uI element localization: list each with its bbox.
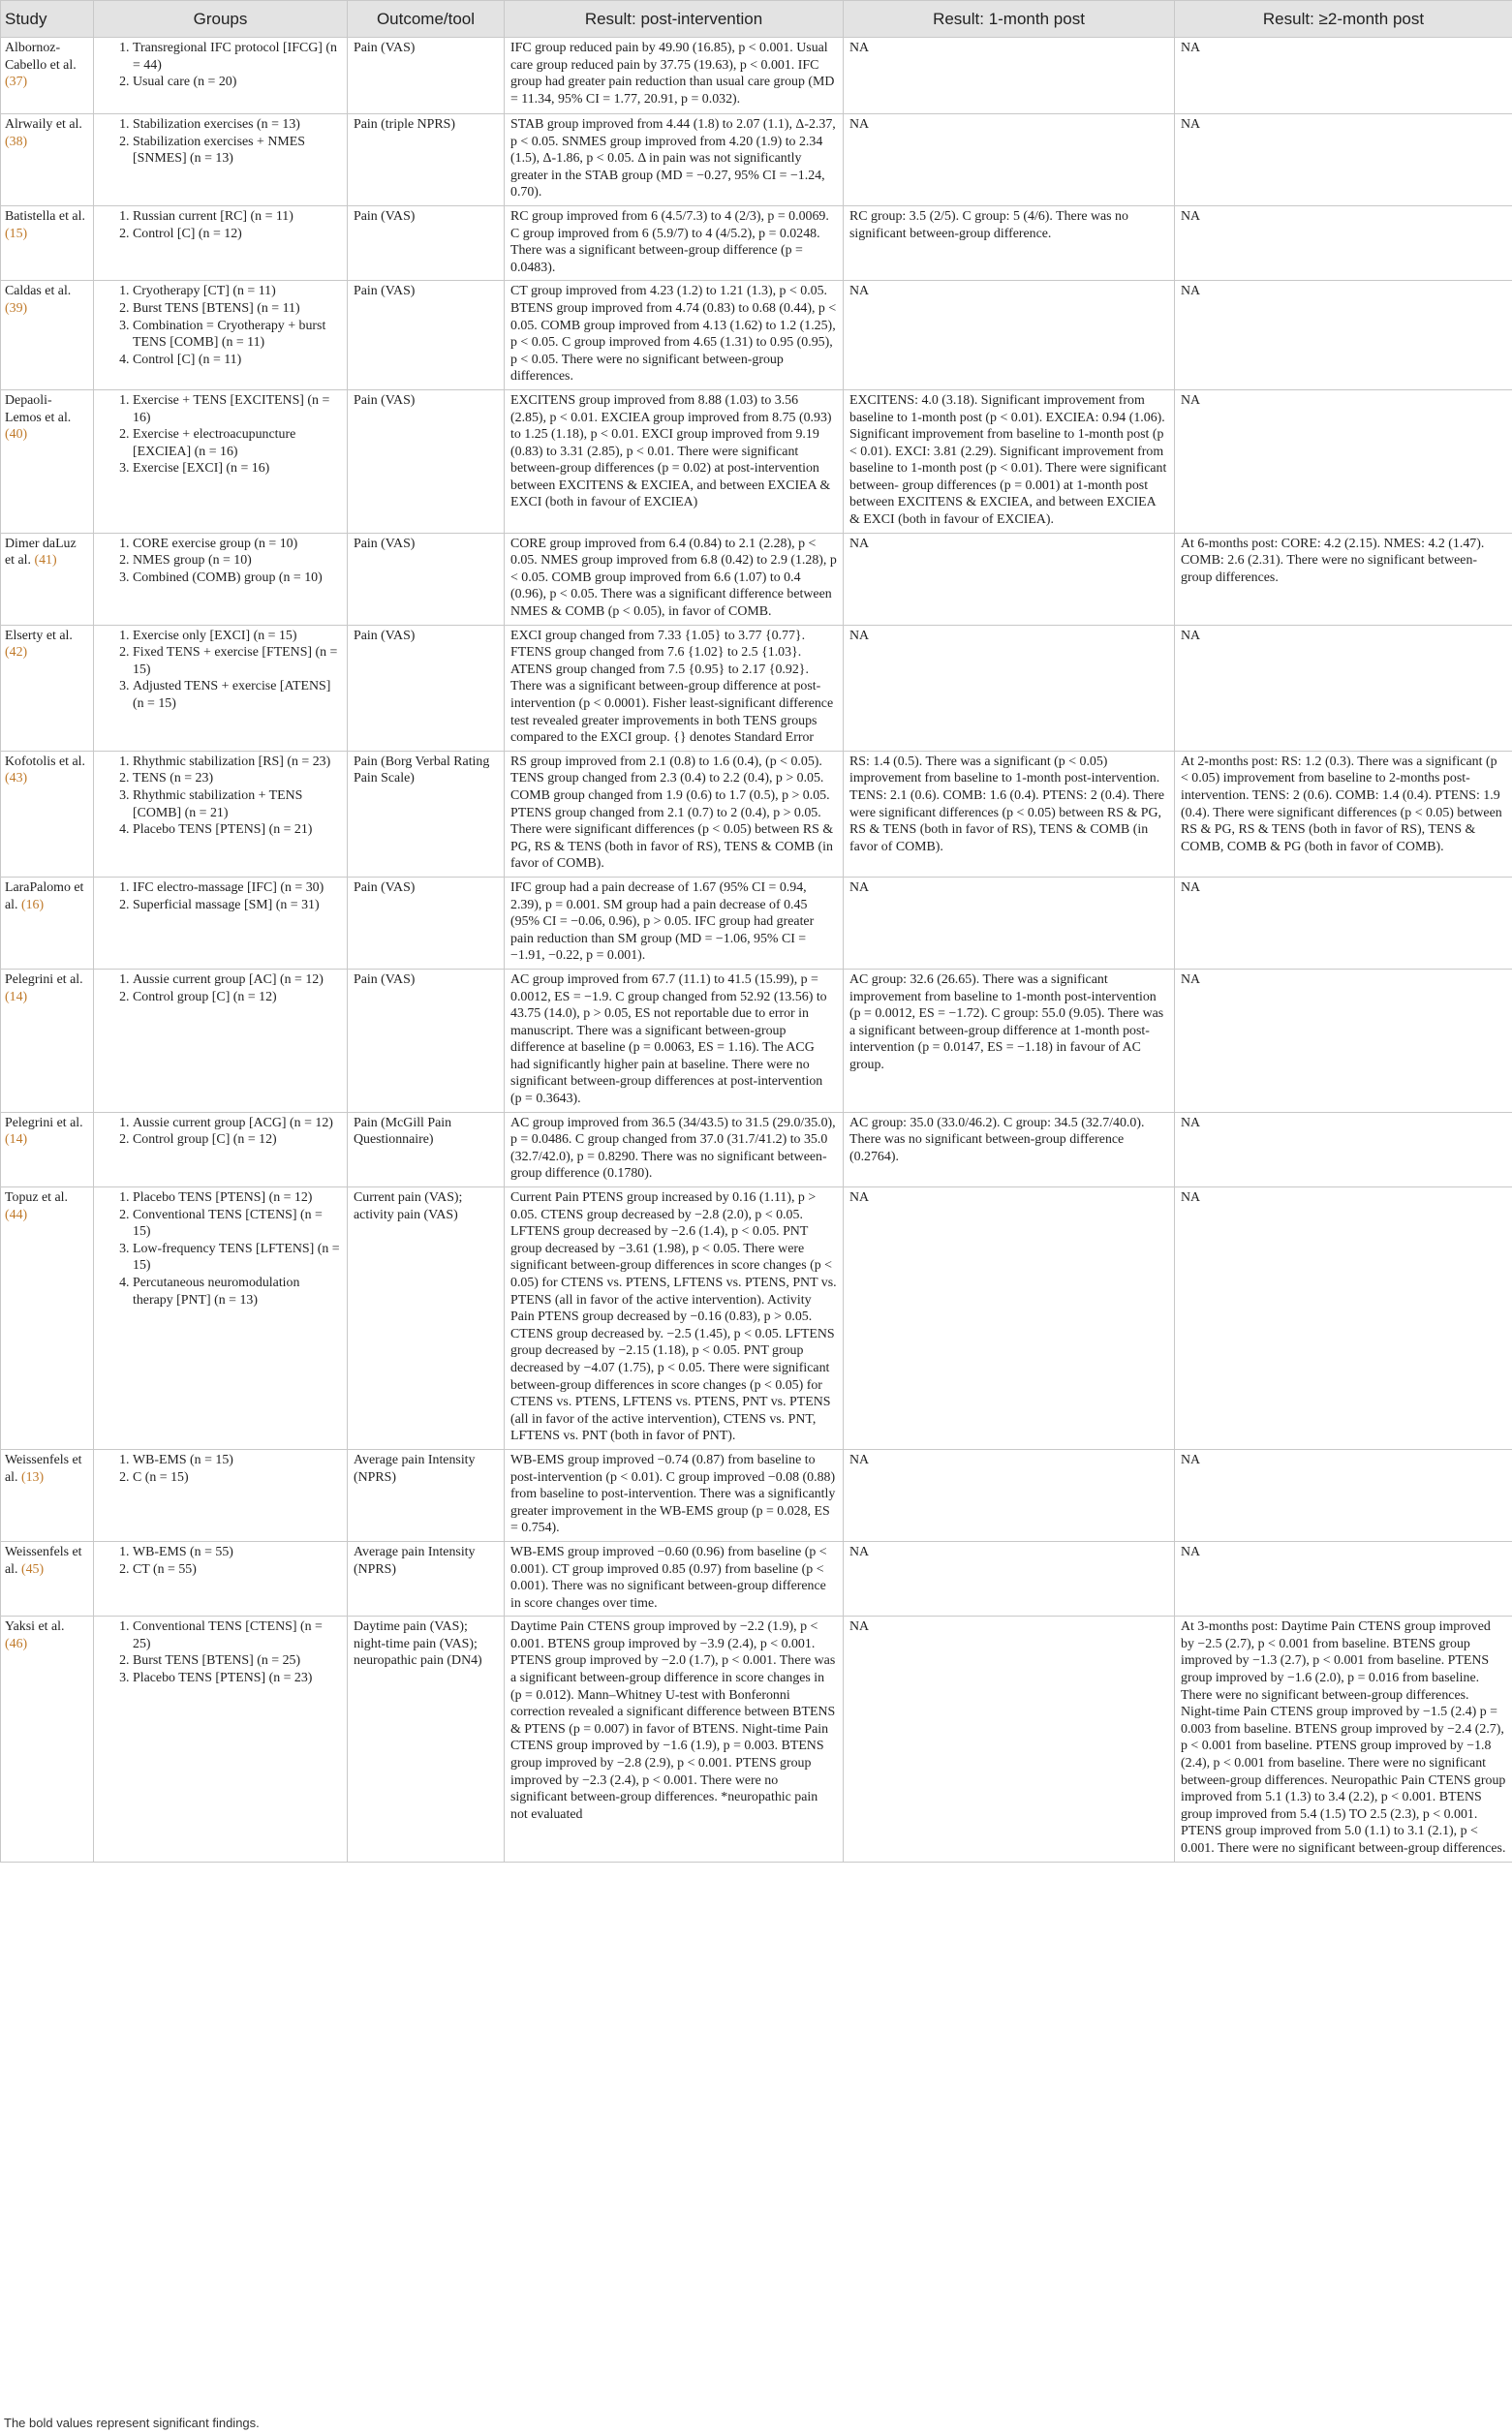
post-intervention-cell: AC group improved from 67.7 (11.1) to 41.5 (15.99), p = 0.0012, ES = −1.9. C group changed from 52.92 (13.56) to 43.75 (14.0), p > 0.05, ES not reportable due to error in manuscript. There was a significant between-group difference at baseline (p = 0.0063, ES = 1.16). The ACG had significantly higher pain at baseline. There were no significant between-group differences at post-intervention (p = 0.3643). [505, 969, 844, 1112]
group-item: 2. Burst TENS [BTENS] (n = 25) [133, 1652, 341, 1670]
group-item: 1. Exercise + TENS [EXCITENS] (n = 16) [133, 392, 341, 426]
post-intervention-cell: EXCI group changed from 7.33 {1.05} to 3.77 {0.77}. FTENS group changed from 7.6 {1.02} to 2.5 {1.03}. ATENS group changed from 7.5 {0.95} to 2.17 {0.92}. There was a significant between-group difference at post- intervention (p < 0.0001). Fisher least-significant difference test revealed greater improvements in both TENS groups compared to the EXCI group. {} denotes Standard Error [505, 625, 844, 751]
one-month-cell: NA [844, 877, 1175, 969]
two-month-cell: NA [1175, 1112, 1512, 1186]
group-item: 3. Exercise [EXCI] (n = 16) [133, 460, 341, 478]
groups-list [100, 40, 341, 91]
reference-link[interactable]: (45) [20, 1561, 45, 1577]
two-month-cell: NA [1175, 1449, 1512, 1541]
group-item: 1. Placebo TENS [PTENS] (n = 12) [133, 1189, 341, 1207]
two-month-cell: NA [1175, 1187, 1512, 1450]
post-intervention-cell: RC group improved from 6 (4.5/7.3) to 4 (2/3), p = 0.0069. C group improved from 6 (5.9/7) to 4 (4/5.2), p = 0.0248. There was a significant between-group difference (p = 0.0483). [505, 205, 844, 280]
groups-cell [94, 877, 348, 969]
study-name: Pelegrini et al. [5, 1115, 83, 1130]
reference-link[interactable]: (42) [5, 645, 28, 661]
groups-list [100, 116, 341, 168]
header-2-month-post: Result: ≥2-month post [1175, 1, 1512, 38]
group-item: 2. Usual care (n = 20) [133, 74, 341, 91]
one-month-cell: AC group: 35.0 (33.0/46.2). C group: 34.5 (32.7/40.0). There was no significant between-group difference (0.2764). [844, 1112, 1175, 1186]
post-intervention-cell: IFC group had a pain decrease of 1.67 (95% CI = 0.94, 2.39), p = 0.001. SM group had a pain decrease of 0.45 (95% CI = −0.06, 0.96), p > 0.05. IFC group had greater pain reduction than SM group (MD = −1.06, 95% CI = −1.91, −0.22, p = 0.001). [505, 877, 844, 969]
group-item: 4. Control [C] (n = 11) [133, 352, 341, 369]
study-cell [1, 969, 94, 1112]
group-item: 2. Burst TENS [BTENS] (n = 11) [133, 300, 341, 318]
study-name: Dimer daLuz et al. [5, 536, 77, 569]
groups-list [100, 283, 341, 368]
outcome-cell: Pain (VAS) [348, 281, 505, 390]
groups-cell [94, 114, 348, 206]
groups-cell [94, 625, 348, 751]
groups-cell [94, 1187, 348, 1450]
reference-link[interactable]: (38) [5, 134, 28, 149]
group-item: 1. CORE exercise group (n = 10) [133, 536, 341, 553]
group-item: 1. Stabilization exercises (n = 13) [133, 116, 341, 134]
group-item: 3. Rhythmic stabilization + TENS [COMB] (n = 21) [133, 787, 341, 821]
table-row [1, 1187, 1512, 1450]
study-cell [1, 877, 94, 969]
reference-link[interactable]: (41) [34, 553, 57, 569]
one-month-cell: NA [844, 1617, 1175, 1862]
one-month-cell: RC group: 3.5 (2/5). C group: 5 (4/6). There was no significant between-group difference. [844, 205, 1175, 280]
study-name: Elserty et al. [5, 628, 73, 643]
two-month-cell: NA [1175, 38, 1512, 114]
study-cell [1, 1187, 94, 1450]
groups-list [100, 208, 341, 242]
group-item: 1. Aussie current group [ACG] (n = 12) [133, 1115, 341, 1132]
study-cell [1, 281, 94, 390]
post-intervention-cell: AC group improved from 36.5 (34/43.5) to 31.5 (29.0/35.0), p = 0.0486. C group changed from 37.0 (31.7/41.2) to 35.0 (32.7/42.0), p = 0.8290. There was no significant between-group difference (0.1780). [505, 1112, 844, 1186]
study-name: Albornoz-Cabello et al. [5, 41, 77, 73]
group-item: 1. Transregional IFC protocol [IFCG] (n = 44) [133, 40, 341, 74]
group-item: 2. Superficial massage [SM] (n = 31) [133, 897, 341, 914]
study-name: Yaksi et al. [5, 1619, 65, 1635]
groups-cell [94, 751, 348, 877]
group-item: 1. WB-EMS (n = 15) [133, 1452, 341, 1469]
study-name: Batistella et al. [5, 208, 85, 224]
one-month-cell: AC group: 32.6 (26.65). There was a significant improvement from baseline to 1-month post-intervention (p = 0.0012, ES = −1.72). C group: 55.0 (9.05). There was a significant between-group difference at 1-month post-intervention (p = 0.0147, ES = −1.18) in favour of AC group. [844, 969, 1175, 1112]
reference-link[interactable]: (39) [5, 300, 28, 316]
table-row [1, 205, 1512, 280]
outcome-cell: Pain (VAS) [348, 533, 505, 625]
study-cell [1, 389, 94, 533]
post-intervention-cell: CORE group improved from 6.4 (0.84) to 2.1 (2.28), p < 0.05. NMES group improved from 6.8 (0.42) to 2.9 (1.28), p < 0.05. COMB group improved from 6.6 (1.07) to 0.4 (0.96), p < 0.05. There was a significant difference between NMES & COMB (p < 0.05), in favor of COMB. [505, 533, 844, 625]
one-month-cell: NA [844, 1187, 1175, 1450]
one-month-cell: NA [844, 1541, 1175, 1616]
table-row [1, 114, 1512, 206]
outcome-cell: Pain (VAS) [348, 625, 505, 751]
outcome-cell: Pain (VAS) [348, 389, 505, 533]
footnote: The bold values represent significant findings. [4, 2416, 260, 2430]
groups-list [100, 1618, 341, 1686]
reference-link[interactable]: (44) [5, 1207, 28, 1222]
groups-cell [94, 281, 348, 390]
post-intervention-cell: CT group improved from 4.23 (1.2) to 1.21 (1.3), p < 0.05. BTENS group improved from 4.74 (0.83) to 0.68 (0.44), p < 0.05. COMB group improved from 4.13 (1.62) to 1.2 (1.25), p < 0.05. C group improved from 4.65 (1.31) to 0.95 (0.95), p < 0.05. There were no significant between-group differences. [505, 281, 844, 390]
table-row [1, 1617, 1512, 1862]
groups-cell [94, 38, 348, 114]
reference-link[interactable]: (46) [5, 1636, 28, 1651]
groups-cell [94, 1449, 348, 1541]
group-item: 1. Conventional TENS [CTENS] (n = 25) [133, 1618, 341, 1652]
groups-list [100, 1189, 341, 1309]
groups-cell [94, 1617, 348, 1862]
two-month-cell: At 6-months post: CORE: 4.2 (2.15). NMES: 4.2 (1.47). COMB: 2.6 (2.31). There were no significant between-group differences. [1175, 533, 1512, 625]
post-intervention-cell: IFC group reduced pain by 49.90 (16.85), p < 0.001. Usual care group reduced pain by 37.75 (19.63), p < 0.001. IFC group had greater pain reduction than usual care group (MD = 11.34, 95% CI = 1.77, 20.91, p = 0.032). [505, 38, 844, 114]
reference-link[interactable]: (13) [20, 1469, 45, 1485]
groups-list [100, 392, 341, 478]
two-month-cell: NA [1175, 114, 1512, 206]
table-row [1, 751, 1512, 877]
header-study: Study [1, 1, 94, 38]
group-item: 3. Adjusted TENS + exercise [ATENS] (n = 15) [133, 678, 341, 712]
study-name: LaraPalomo et al. [5, 879, 84, 912]
one-month-cell: EXCITENS: 4.0 (3.18). Significant improvement from baseline to 1-month post (p < 0.01). EXCIEA: 0.94 (1.06). Significant improvement from baseline to 1-month post (p < 0.01). EXCI: 3.81 (2.29). Significant improvement from baseline to 1-month post (p < 0.01). There were significant between- group differences (p = 0.001) at 1-month post between EXCITENS & EXCIEA, and between EXCIEA & EXCI (both in favour of EXCIEA). [844, 389, 1175, 533]
groups-cell [94, 205, 348, 280]
study-cell [1, 1112, 94, 1186]
group-item: 2. C (n = 15) [133, 1469, 341, 1487]
two-month-cell: At 3-months post: Daytime Pain CTENS group improved by −2.5 (2.7), p < 0.001 from baseline. BTENS group improved by −1.3 (2.7), p < 0.001 from baseline. PTENS group improved by −1.6 (2.0), p = 0.016 from baseline. There were no significant between-group differences. Night-time Pain CTENS group improved by −1.5 (2.4) p = 0.003 from baseline. BTENS group improved by −2.4 (2.7), p < 0.001 from baseline. PTENS group improved by −1.8 (2.4), p < 0.001 from baseline. There were no significant between-group differences. Neuropathic Pain CTENS group improved from 5.1 (1.3) to 3.4 (2.2), p < 0.001. BTENS group improved from 5.4 (1.5) TO 2.5 (2.3), p < 0.001. PTENS group improved from 5.0 (1.1) to 3.1 (2.1), p < 0.001. There were no significant between-group differences. [1175, 1617, 1512, 1862]
groups-list [100, 1115, 341, 1149]
reference-link[interactable]: (43) [5, 771, 28, 786]
group-item: 3. Combination = Cryotherapy + burst TENS [COMB] (n = 11) [133, 318, 341, 352]
one-month-cell: NA [844, 114, 1175, 206]
reference-link[interactable]: (14) [5, 989, 28, 1004]
one-month-cell: NA [844, 281, 1175, 390]
outcome-cell: Pain (Borg Verbal Rating Pain Scale) [348, 751, 505, 877]
study-cell [1, 38, 94, 114]
two-month-cell: NA [1175, 625, 1512, 751]
group-item: 2. Stabilization exercises + NMES [SNMES] (n = 13) [133, 134, 341, 168]
study-cell [1, 533, 94, 625]
group-item: 1. Russian current [RC] (n = 11) [133, 208, 341, 226]
header-post-intervention: Result: post-intervention [505, 1, 844, 38]
table-row [1, 38, 1512, 114]
study-cell [1, 1449, 94, 1541]
group-item: 1. IFC electro-massage [IFC] (n = 30) [133, 879, 341, 897]
reference-link[interactable]: (37) [5, 75, 28, 90]
reference-link[interactable]: (15) [5, 226, 28, 241]
outcome-cell: Average pain Intensity (NPRS) [348, 1541, 505, 1616]
two-month-cell: NA [1175, 969, 1512, 1112]
header-row [1, 1, 1512, 38]
post-intervention-cell: Daytime Pain CTENS group improved by −2.2 (1.9), p < 0.001. BTENS group improved by −3.9 (2.4), p < 0.001. PTENS group improved by −2.0 (1.7), p < 0.001. There was a significant between-group difference in score changes in (p = 0.012). Mann–Whitney U-test with Bonferonni correction revealed a significant difference between BTENS & PTENS (p = 0.007) in favor of BTENS. Night-time Pain CTENS group improved by −1.6 (1.9), p = 0.003. BTENS group improved by −2.8 (2.9), p < 0.001. PTENS group improved by −2.3 (2.4), p < 0.001. There were no significant between-group differences. *neuropathic pain not evaluated [505, 1617, 844, 1862]
group-item: 2. Control [C] (n = 12) [133, 226, 341, 243]
study-name: Alrwaily et al. [5, 117, 82, 132]
two-month-cell: At 2-months post: RS: 1.2 (0.3). There was a significant (p < 0.05) improvement from baseline to 2-months post-intervention. TENS: 2 (0.6). COMB: 1.4 (0.4). PTENS: 1.9 (0.4). There were significant differences (p < 0.05) between RS & PG, RS & TENS (both in favor of RS), TENS & COMB, COMB & PG (both in favor of COMB). [1175, 751, 1512, 877]
groups-list [100, 879, 341, 913]
outcome-cell: Pain (triple NPRS) [348, 114, 505, 206]
post-intervention-cell: RS group improved from 2.1 (0.8) to 1.6 (0.4), (p < 0.05). TENS group changed from 2.3 (0.4) to 2.2 (0.4), p > 0.05. COMB group changed from 1.9 (0.6) to 1.7 (0.5), p > 0.05. PTENS group changed from 2.1 (0.7) to 2 (0.4), p > 0.05. There were significant differences (p < 0.05) between RS & PG, RS & TENS (both in favor of RS), TENS & COMB (in favor of COMB). [505, 751, 844, 877]
groups-list [100, 754, 341, 839]
post-intervention-cell: WB-EMS group improved −0.74 (0.87) from baseline to post-intervention (p < 0.01). C group improved −0.08 (0.88) from baseline to post-intervention. There was a significantly greater improvement in the WB-EMS group (p = 0.028, ES = 0.754). [505, 1449, 844, 1541]
post-intervention-cell: EXCITENS group improved from 8.88 (1.03) to 3.56 (2.85), p < 0.01. EXCIEA group improved from 8.75 (0.93) to 1.25 (1.18), p < 0.01. EXCI group improved from 9.19 (0.83) to 3.31 (2.85), p < 0.01. There were significant between-group differences (p = 0.02) at post-intervention between EXCITENS & EXCIEA, and between EXCIEA & EXCI (both in favour of EXCIEA) [505, 389, 844, 533]
groups-list [100, 628, 341, 713]
post-intervention-cell: STAB group improved from 4.44 (1.8) to 2.07 (1.1), Δ-2.37, p < 0.05. SNMES group improved from 4.20 (1.9) to 2.34 (1.5), Δ-1.86, p < 0.05. Δ in pain was not significantly greater in the STAB group (MD = −0.27, 95% CI = −1.24, 0.70). [505, 114, 844, 206]
one-month-cell: RS: 1.4 (0.5). There was a significant (p < 0.05) improvement from baseline to 1-month post-intervention. TENS: 2.1 (0.6). COMB: 1.6 (0.4). PTENS: 2 (0.4). There were significant differences (p < 0.05) between RS & PG, RS & TENS (both in favor of RS), TENS & COMB (in favor of COMB). [844, 751, 1175, 877]
group-item: 4. Placebo TENS [PTENS] (n = 21) [133, 821, 341, 839]
group-item: 4. Percutaneous neuromodulation therapy [PNT] (n = 13) [133, 1275, 341, 1309]
group-item: 2. TENS (n = 23) [133, 770, 341, 787]
outcome-cell: Average pain Intensity (NPRS) [348, 1449, 505, 1541]
groups-list [100, 536, 341, 587]
outcome-cell: Pain (VAS) [348, 877, 505, 969]
groups-cell [94, 969, 348, 1112]
study-name: Weissenfels et al. [5, 1452, 82, 1485]
study-cell [1, 1541, 94, 1616]
study-cell [1, 751, 94, 877]
one-month-cell: NA [844, 38, 1175, 114]
header-1-month-post: Result: 1-month post [844, 1, 1175, 38]
table-row [1, 1112, 1512, 1186]
study-name: Pelegrini et al. [5, 971, 83, 987]
group-item: 2. CT (n = 55) [133, 1561, 341, 1579]
group-item: 1. Cryotherapy [CT] (n = 11) [133, 283, 341, 300]
one-month-cell: NA [844, 625, 1175, 751]
table-row [1, 1449, 1512, 1541]
groups-cell [94, 1112, 348, 1186]
study-name: Weissenfels et al. [5, 1544, 82, 1577]
study-cell [1, 114, 94, 206]
table-row [1, 877, 1512, 969]
outcome-cell: Pain (VAS) [348, 205, 505, 280]
group-item: 1. Aussie current group [AC] (n = 12) [133, 971, 341, 989]
groups-list [100, 1544, 341, 1578]
table-row [1, 389, 1512, 533]
reference-link[interactable]: (14) [5, 1132, 28, 1148]
group-item: 3. Placebo TENS [PTENS] (n = 23) [133, 1670, 341, 1687]
outcome-cell: Current pain (VAS); activity pain (VAS) [348, 1187, 505, 1450]
group-item: 1. Rhythmic stabilization [RS] (n = 23) [133, 754, 341, 771]
group-item: 2. Fixed TENS + exercise [FTENS] (n = 15) [133, 644, 341, 678]
group-item: 3. Low-frequency TENS [LFTENS] (n = 15) [133, 1241, 341, 1275]
group-item: 2. Exercise + electroacupuncture [EXCIEA] (n = 16) [133, 426, 341, 460]
study-name: Kofotolis et al. [5, 754, 85, 769]
table-row [1, 969, 1512, 1112]
groups-cell [94, 389, 348, 533]
groups-cell [94, 533, 348, 625]
outcome-cell: Pain (VAS) [348, 38, 505, 114]
group-item: 2. NMES group (n = 10) [133, 552, 341, 570]
header-outcome: Outcome/tool [348, 1, 505, 38]
table-row [1, 1541, 1512, 1616]
reference-link[interactable]: (16) [20, 897, 45, 912]
table-row [1, 281, 1512, 390]
group-item: 2. Control group [C] (n = 12) [133, 1131, 341, 1149]
outcome-cell: Daytime pain (VAS); night-time pain (VAS); neuropathic pain (DN4) [348, 1617, 505, 1862]
two-month-cell: NA [1175, 281, 1512, 390]
one-month-cell: NA [844, 1449, 1175, 1541]
study-cell [1, 625, 94, 751]
table-body [1, 38, 1512, 1863]
group-item: 2. Conventional TENS [CTENS] (n = 15) [133, 1207, 341, 1241]
reference-link[interactable]: (40) [5, 427, 28, 443]
study-name: Depaoli-Lemos et al. [5, 392, 72, 425]
table-row [1, 533, 1512, 625]
study-name: Caldas et al. [5, 284, 72, 299]
post-intervention-cell: WB-EMS group improved −0.60 (0.96) from baseline (p < 0.001). CT group improved 0.85 (0.97) from baseline (p < 0.001). There was no significant between-group difference in score changes over time. [505, 1541, 844, 1616]
study-name: Topuz et al. [5, 1190, 68, 1206]
group-item: 1. WB-EMS (n = 55) [133, 1544, 341, 1561]
table-row [1, 625, 1512, 751]
groups-cell [94, 1541, 348, 1616]
groups-list [100, 1452, 341, 1486]
group-item: 1. Exercise only [EXCI] (n = 15) [133, 628, 341, 645]
post-intervention-cell: Current Pain PTENS group increased by 0.16 (1.11), p > 0.05. CTENS group decreased by −2.8 (2.0), p < 0.05. LFTENS group decreased by −2.6 (1.4), p < 0.05. PNT group decreased by −3.61 (1.98), p < 0.05. There were significant between-group differences in score changes (p < 0.05) for CTENS vs. PTENS, LFTENS vs. PTENS, PNT vs. PTENS (all in favor of the active intervention). Activity Pain PTENS group decreased by −0.16 (0.83), p > 0.05. CTENS group decreased by. −2.5 (1.45), p < 0.05. LFTENS group decreased by −2.15 (1.18), p < 0.05. PNT group decreased by −4.07 (1.75), p < 0.05. There were significant between-group differences in score changes (p < 0.05) for CTENS vs. PTENS, LFTENS vs. PTENS, PNT vs. PTENS (all in favor of the active intervention), CTENS vs. PNT, LFTENS vs. PNT (both in favor of PNT). [505, 1187, 844, 1450]
outcome-cell: Pain (VAS) [348, 969, 505, 1112]
group-item: 2. Control group [C] (n = 12) [133, 989, 341, 1006]
two-month-cell: NA [1175, 1541, 1512, 1616]
groups-list [100, 971, 341, 1005]
study-cell [1, 205, 94, 280]
outcome-cell: Pain (McGill Pain Questionnaire) [348, 1112, 505, 1186]
group-item: 3. Combined (COMB) group (n = 10) [133, 570, 341, 587]
two-month-cell: NA [1175, 877, 1512, 969]
one-month-cell: NA [844, 533, 1175, 625]
study-cell [1, 1617, 94, 1862]
two-month-cell: NA [1175, 389, 1512, 533]
header-groups: Groups [94, 1, 348, 38]
two-month-cell: NA [1175, 205, 1512, 280]
